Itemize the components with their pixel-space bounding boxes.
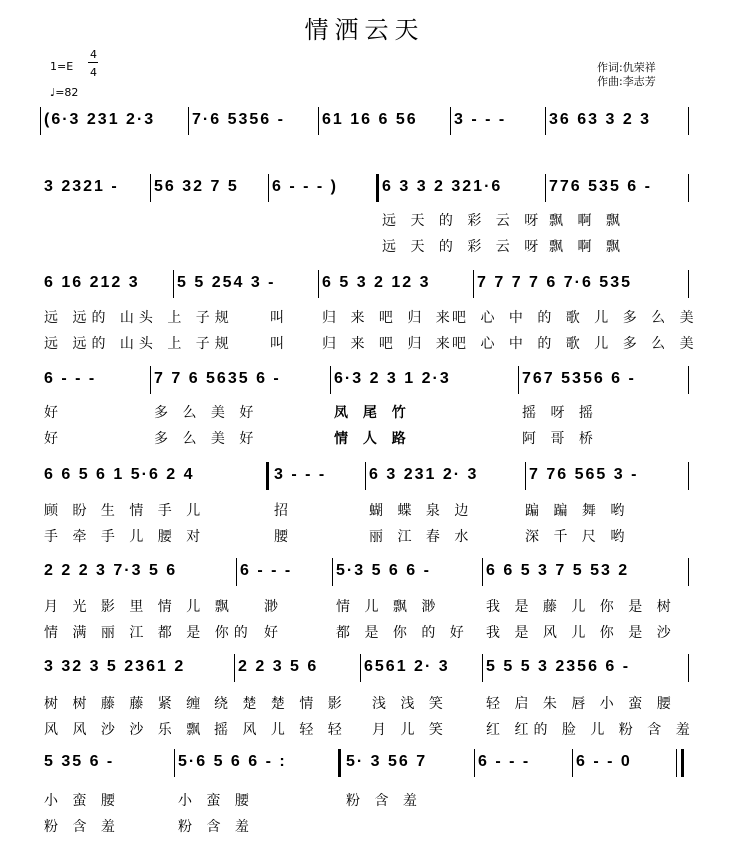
lyric-line: 粉 含 羞 <box>178 819 254 835</box>
lyric-line: 深 千 尺 哟 <box>525 529 630 545</box>
measure: 6 - - 0 <box>576 753 632 770</box>
lyric-line: 都 是 你 的 好 <box>336 625 469 641</box>
measure: 6 3 3 2 321·6 <box>382 178 503 195</box>
lyric-line: 腰 <box>274 529 293 545</box>
lyric-line: 手 牵 手 儿 腰 对 <box>44 529 206 545</box>
lyric-line: 蹁 蹁 舞 哟 <box>525 503 630 519</box>
measure: 6 - - - ) <box>272 178 338 195</box>
lyric-line: 远 远的 山头 上 子规 <box>44 336 234 352</box>
time-signature-line <box>88 62 98 63</box>
barline <box>150 174 151 202</box>
measure: (6·3 231 2·3 <box>44 111 156 128</box>
barline <box>236 558 237 586</box>
barline <box>234 654 235 682</box>
measure: 2 2 2 3 7·3 5 6 <box>44 562 178 579</box>
measure: 7 7 7 7 6 7·6 535 <box>477 274 632 291</box>
composer-credit: 作曲:李志芳 <box>597 75 656 88</box>
lyric-line: 我 是 风 儿 你 是 沙 <box>486 625 676 641</box>
lyric-line: 摇 呀 摇 <box>522 405 598 421</box>
lyric-line: 吧 心 中 的 歌 儿 多 么 美 <box>452 336 699 352</box>
lyric-line: 小 蛮 腰 <box>178 793 254 809</box>
barline <box>365 462 366 490</box>
barline <box>572 749 573 777</box>
lyric-line: 顾 盼 生 情 手 儿 <box>44 503 206 519</box>
tempo-marking: ♩=82 <box>50 86 79 99</box>
barline <box>450 107 451 135</box>
lyric-line: 摇 风 儿 轻 轻 <box>214 722 347 738</box>
lyric-line: 归 来 吧 归 来 <box>322 336 455 352</box>
barline <box>332 558 333 586</box>
measure: 61 16 6 56 <box>322 111 418 128</box>
measure: 6 16 212 3 <box>44 274 140 291</box>
time-signature-top: 4 <box>90 48 97 61</box>
barline <box>688 270 689 298</box>
lyric-line: 情 满 丽 江 都 是 你的 <box>44 625 253 641</box>
lyric-line: 阿 哥 桥 <box>522 431 598 447</box>
lyric-line: 飘 啊 飘 <box>549 213 625 229</box>
lyric-line: 小 蛮 腰 <box>44 793 120 809</box>
barline <box>318 270 319 298</box>
measure: 6561 2· 3 <box>364 658 450 675</box>
measure: 2 2 3 5 6 <box>238 658 319 675</box>
measure: 6 - - - <box>478 753 531 770</box>
measure: 5 5 5 3 2356 6 - <box>486 658 631 675</box>
measure: 5 35 6 - <box>44 753 115 770</box>
lyric-line: 好 <box>264 625 283 641</box>
measure: 7 76 565 3 - <box>529 466 639 483</box>
barline <box>473 270 474 298</box>
measure: 56 32 7 5 <box>154 178 239 195</box>
lyric-line: 叫 <box>270 310 289 326</box>
barline <box>318 107 319 135</box>
measure: 3 - - - <box>454 111 507 128</box>
lyric-line: 吧 心 中 的 歌 儿 多 么 美 <box>452 310 699 326</box>
measure: 3 32 3 5 2361 2 <box>44 658 186 675</box>
lyric-line: 叫 <box>270 336 289 352</box>
barline <box>376 174 379 202</box>
barline <box>688 462 689 490</box>
lyric-line: 粉 含 羞 <box>346 793 422 809</box>
lyric-line: 情 人 路 <box>334 431 411 447</box>
lyric-line: 远 天 的 彩 云 呀 <box>382 239 544 255</box>
lyric-line: 情 儿 飘 渺 <box>336 599 441 615</box>
lyricist-credit: 作词:仇荣祥 <box>597 61 656 74</box>
measure: 5·6 5 6 6 - : <box>178 753 287 770</box>
barline <box>338 749 341 777</box>
barline <box>150 366 151 394</box>
measure: 6 5 3 2 12 3 <box>322 274 431 291</box>
lyric-line: 轻 启 朱 唇 小 蛮 腰 <box>486 696 676 712</box>
lyric-line: 丽 江 春 水 <box>369 529 474 545</box>
barline <box>482 558 483 586</box>
barline <box>545 107 546 135</box>
barline <box>688 654 689 682</box>
barline <box>688 558 689 586</box>
lyric-line: 渺 <box>264 599 283 615</box>
lyric-line: 月 儿 笑 <box>372 722 448 738</box>
measure: 5·3 5 6 6 - <box>336 562 431 579</box>
measure: 3 - - - <box>274 466 327 483</box>
lyric-line: 好 <box>44 431 63 447</box>
lyric-line: 多 么 美 好 <box>154 405 259 421</box>
barline <box>266 462 269 490</box>
measure: 6·3 2 3 1 2·3 <box>334 370 451 387</box>
lyric-line: 好 <box>44 405 63 421</box>
barline <box>545 174 546 202</box>
measure: 6 - - - <box>240 562 293 579</box>
lyric-line: 红 红的 脸 儿 粉 含 羞 <box>486 722 695 738</box>
measure: 6 6 5 6 1 5·6 2 4 <box>44 466 195 483</box>
lyric-line: 浅 浅 笑 <box>372 696 448 712</box>
measure: 36 63 3 2 3 <box>549 111 652 128</box>
measure: 7·6 5356 - <box>192 111 285 128</box>
barline <box>268 174 269 202</box>
lyric-line: 树 树 藤 藤 紧 缠 <box>44 696 206 712</box>
barline <box>474 749 475 777</box>
lyric-line: 月 光 影 里 情 儿 飘 <box>44 599 234 615</box>
final-barline <box>681 749 684 777</box>
song-title: 情洒云天 <box>304 16 425 44</box>
measure: 776 535 6 - <box>549 178 652 195</box>
measure: 6 3 231 2· 3 <box>369 466 479 483</box>
barline <box>174 749 175 777</box>
lyric-line: 招 <box>274 503 293 519</box>
barline <box>525 462 526 490</box>
barline <box>188 107 189 135</box>
measure: 6 - - - <box>44 370 97 387</box>
barline <box>360 654 361 682</box>
lyric-line: 归 来 吧 归 来 <box>322 310 455 326</box>
lyric-line: 凤 尾 竹 <box>334 405 411 421</box>
barline <box>40 107 41 135</box>
lyric-line: 飘 啊 飘 <box>549 239 625 255</box>
barline <box>688 174 689 202</box>
lyric-line: 风 风 沙 沙 乐 飘 <box>44 722 206 738</box>
lyric-line: 多 么 美 好 <box>154 431 259 447</box>
time-signature-bottom: 4 <box>90 66 97 79</box>
lyric-line: 远 远的 山头 上 子规 <box>44 310 234 326</box>
measure: 767 5356 6 - <box>522 370 636 387</box>
lyric-line: 蝴 蝶 泉 边 <box>369 503 474 519</box>
barline <box>330 366 331 394</box>
barline <box>173 270 174 298</box>
lyric-line: 我 是 藤 儿 你 是 树 <box>486 599 676 615</box>
measure: 3 2321 - <box>44 178 119 195</box>
barline <box>688 107 689 135</box>
barline <box>676 749 677 777</box>
measure: 6 6 5 3 7 5 53 2 <box>486 562 630 579</box>
lyric-line: 粉 含 羞 <box>44 819 120 835</box>
key-signature: 1=E <box>50 60 74 73</box>
measure: 5 5 254 3 - <box>177 274 276 291</box>
measure: 5· 3 56 7 <box>346 753 428 770</box>
measure: 7 7 6 5635 6 - <box>154 370 281 387</box>
lyric-line: 远 天 的 彩 云 呀 <box>382 213 544 229</box>
barline <box>518 366 519 394</box>
barline <box>482 654 483 682</box>
lyric-line: 绕 楚 楚 情 影 <box>214 696 347 712</box>
barline <box>688 366 689 394</box>
